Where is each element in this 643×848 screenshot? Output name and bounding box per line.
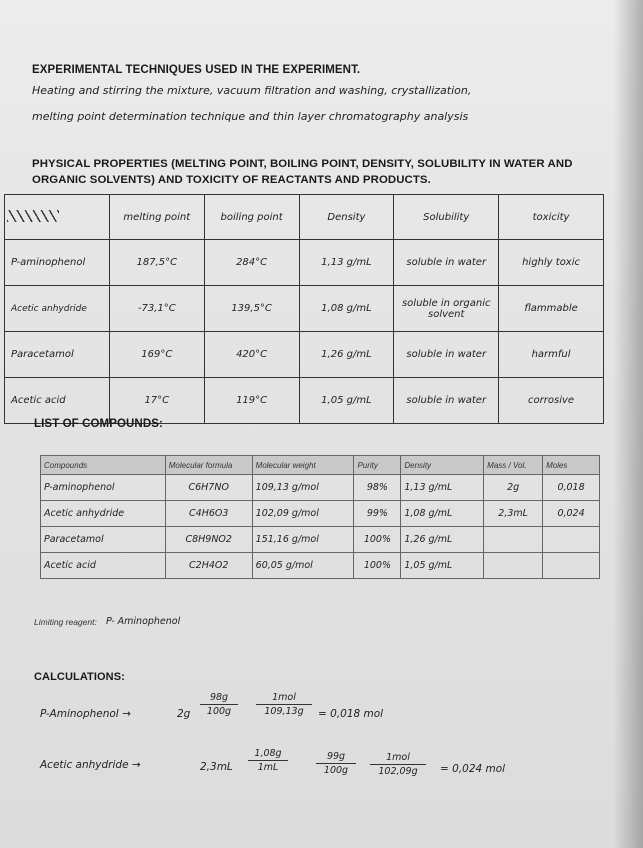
cell-formula: C2H4O2: [165, 553, 252, 579]
compound-row: [41, 553, 600, 579]
col-compounds: Compounds: [41, 456, 166, 475]
calc2-fraction-1: [248, 748, 288, 773]
properties-row: [5, 240, 604, 286]
cell-solubility: soluble in organic solvent: [394, 286, 499, 332]
cell-compound: Acetic anhydride: [41, 501, 166, 527]
cell-purity: 98%: [354, 475, 401, 501]
cell-mass: 2g: [484, 475, 543, 501]
calc2-f1-num: 1,08g: [248, 748, 288, 761]
cell-boiling: 119°C: [204, 378, 299, 424]
cell-formula: C4H6O3: [165, 501, 252, 527]
limiting-label: Limiting reagent:: [34, 617, 97, 627]
compound-row: [41, 475, 600, 501]
page-shadow: [613, 0, 643, 848]
calc2-fraction-3: [370, 752, 426, 777]
cell-density: 1,08 g/mL: [401, 501, 484, 527]
row-name: Acetic acid: [5, 378, 110, 424]
compound-row: [41, 527, 600, 553]
cell-density: 1,05 g/mL: [299, 378, 394, 424]
cell-solubility: soluble in water: [394, 378, 499, 424]
cell-mass: 2,3mL: [484, 501, 543, 527]
cell-weight: 109,13 g/mol: [252, 475, 354, 501]
calc1-f2-num: 1mol: [256, 692, 312, 705]
properties-heading-line-2: ORGANIC SOLVENTS) AND TOXICITY OF REACTANTS AND PRODUCTS.: [32, 174, 431, 186]
calc1-result: = 0,018 mol: [318, 708, 384, 720]
calc1-amount: 2g: [177, 708, 191, 720]
cell-mass: [484, 527, 543, 553]
cell-purity: 99%: [354, 501, 401, 527]
properties-row: [5, 378, 604, 424]
cell-toxicity: flammable: [499, 286, 604, 332]
col-formula: Molecular formula: [165, 456, 252, 475]
cell-toxicity: corrosive: [499, 378, 604, 424]
techniques-line-2: melting point determination technique and thin layer chromatography analysis: [32, 110, 469, 123]
cell-purity: 100%: [354, 527, 401, 553]
calc2-result: = 0,024 mol: [440, 763, 506, 775]
header-melting: melting point: [109, 195, 204, 240]
calc2-label: Acetic anhydride →: [40, 759, 141, 771]
properties-row: [5, 286, 604, 332]
cell-mass: [484, 553, 543, 579]
calculations-heading: CALCULATIONS:: [34, 671, 125, 683]
cell-moles: 0,018: [543, 475, 600, 501]
col-weight: Molecular weight: [252, 456, 354, 475]
properties-heading-line-1: PHYSICAL PROPERTIES (MELTING POINT, BOILING POINT, DENSITY, SOLUBILITY IN WATER AND: [32, 158, 573, 170]
cell-melting: 17°C: [109, 378, 204, 424]
col-purity: Purity: [354, 456, 401, 475]
cell-weight: 60,05 g/mol: [252, 553, 354, 579]
col-mass: Mass / Vol.: [484, 456, 543, 475]
cell-density: 1,05 g/mL: [401, 553, 484, 579]
cell-moles: [543, 527, 600, 553]
calc2-fraction-2: [316, 751, 356, 776]
cell-boiling: 139,5°C: [204, 286, 299, 332]
cell-boiling: 420°C: [204, 332, 299, 378]
cell-toxicity: highly toxic: [499, 240, 604, 286]
limiting-value: P- Aminophenol: [106, 616, 181, 627]
cell-compound: Paracetamol: [41, 527, 166, 553]
col-density: Density: [401, 456, 484, 475]
cell-density: 1,13 g/mL: [299, 240, 394, 286]
cell-compound: P-aminophenol: [41, 475, 166, 501]
cell-weight: 102,09 g/mol: [252, 501, 354, 527]
cell-formula: C8H9NO2: [165, 527, 252, 553]
corner-scribble: [5, 195, 110, 240]
cell-density: 1,13 g/mL: [401, 475, 484, 501]
calc2-amount: 2,3mL: [200, 761, 233, 773]
row-name: P-aminophenol: [5, 240, 110, 286]
cell-purity: 100%: [354, 553, 401, 579]
calc1-f2-den: 109,13g: [264, 706, 304, 717]
calc2-f2-den: 100g: [323, 765, 349, 776]
techniques-line-1: Heating and stirring the mixture, vacuum filtration and washing, crystallization,: [32, 84, 472, 97]
row-name: Paracetamol: [5, 332, 110, 378]
calc1-fraction-1: [200, 692, 238, 717]
cell-density: 1,26 g/mL: [299, 332, 394, 378]
header-toxicity: toxicity: [499, 195, 604, 240]
cell-solubility: soluble in water: [394, 240, 499, 286]
header-density: Density: [299, 195, 394, 240]
techniques-heading: EXPERIMENTAL TECHNIQUES USED IN THE EXPERIMENT.: [32, 64, 361, 76]
calc2-f1-den: 1mL: [257, 762, 279, 773]
cell-weight: 151,16 g/mol: [252, 527, 354, 553]
calc1-f1-num: 98g: [200, 692, 238, 705]
col-moles: Moles: [543, 456, 600, 475]
cell-moles: 0,024: [543, 501, 600, 527]
cell-moles: [543, 553, 600, 579]
cell-density: 1,08 g/mL: [299, 286, 394, 332]
cell-solubility: soluble in water: [394, 332, 499, 378]
calc1-label: P-Aminophenol →: [40, 708, 131, 720]
properties-row: [5, 332, 604, 378]
compound-row: [41, 501, 600, 527]
properties-table: [4, 194, 604, 424]
calc2-f2-num: 99g: [316, 751, 356, 764]
header-boiling: boiling point: [204, 195, 299, 240]
list-heading: LIST OF COMPOUNDS:: [34, 418, 163, 430]
row-name: Acetic anhydride: [5, 286, 110, 332]
calc1-fraction-2: [256, 692, 312, 717]
cell-melting: -73,1°C: [109, 286, 204, 332]
cell-melting: 187,5°C: [109, 240, 204, 286]
compounds-table: [40, 455, 600, 579]
cell-melting: 169°C: [109, 332, 204, 378]
cell-toxicity: harmful: [499, 332, 604, 378]
cell-boiling: 284°C: [204, 240, 299, 286]
calc2-f3-num: 1mol: [370, 752, 426, 765]
calc2-f3-den: 102,09g: [378, 766, 418, 777]
cell-formula: C6H7NO: [165, 475, 252, 501]
calc1-f1-den: 100g: [206, 706, 232, 717]
cell-compound: Acetic acid: [41, 553, 166, 579]
cell-density: 1,26 g/mL: [401, 527, 484, 553]
header-solubility: Solubility: [394, 195, 499, 240]
